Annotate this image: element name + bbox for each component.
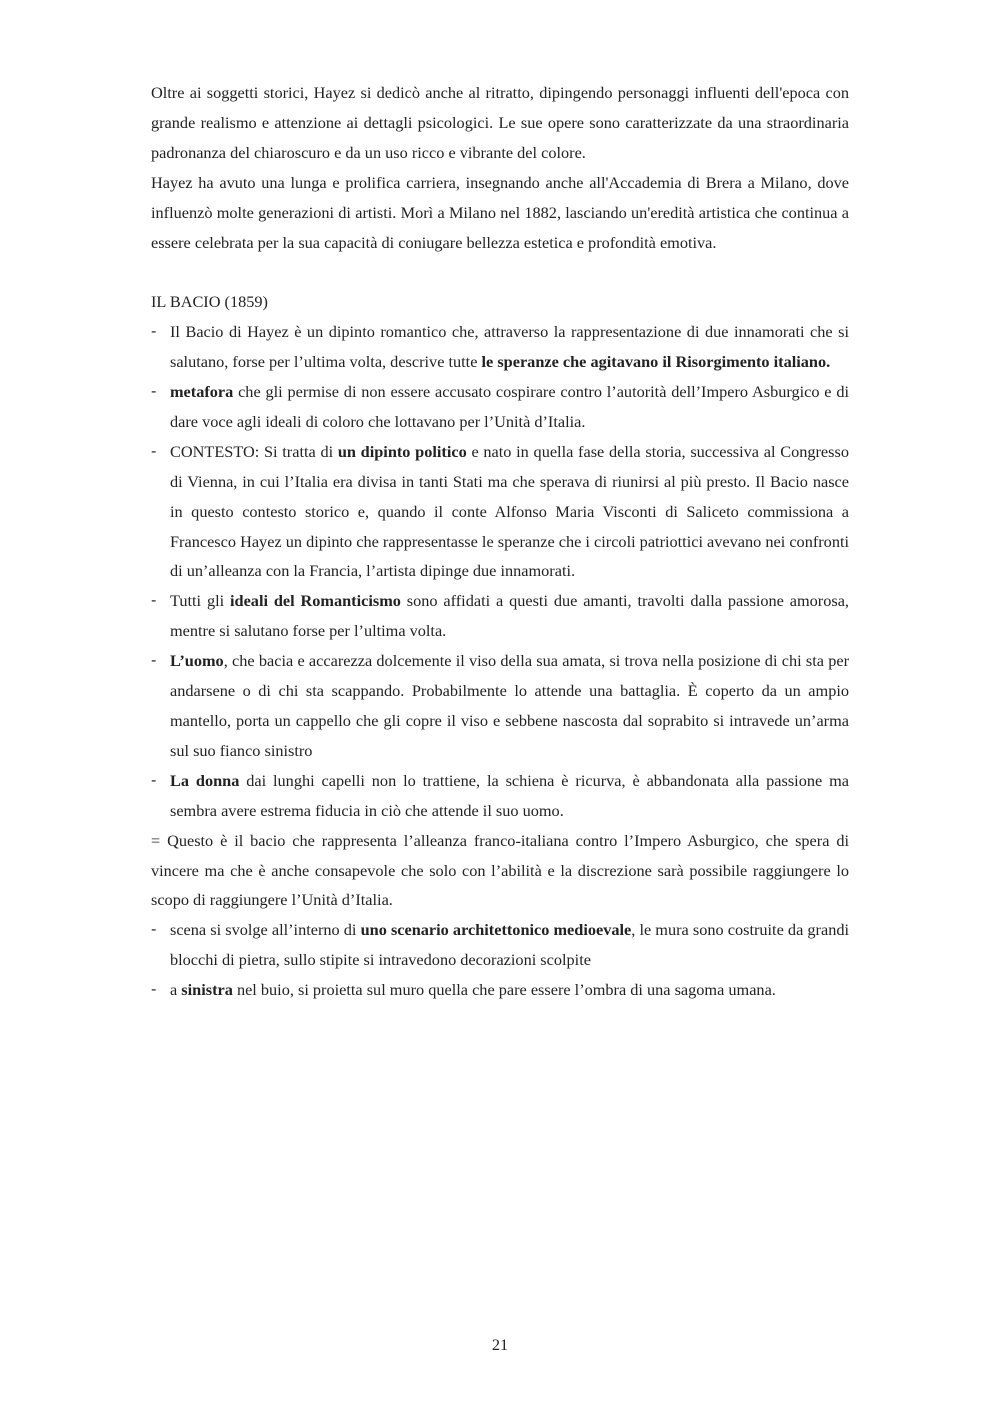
bullet-dash: -: [151, 651, 157, 670]
bullet-bold-text: L’uomo: [170, 651, 224, 671]
bullet-item-metafora: [151, 377, 849, 437]
bullet-text: che gli permise di non essere accusato cospirare contro l’autorità dell’Impero Asburgico e di dare voce agli ideali di coloro che lottavano per l’Unità d’Italia.: [170, 382, 849, 431]
bullet-dash: -: [151, 980, 157, 999]
intro-paragraph-1: Oltre ai soggetti storici, Hayez si dedicò anche al ritratto, dipingendo personaggi influenti dell'epoca con grande realismo e attenzione ai dettagli psicologici. Le sue opere sono caratterizzate da una straordinaria padronanza del chiaroscuro e da un uso ricco e vibrante del colore.: [151, 83, 849, 162]
bullet-item-contesto: [151, 437, 849, 587]
bullet-text: , che bacia e accarezza dolcemente il viso della sua amata, si trova nella posizione di chi sta per andarsene o di chi sta scappando. Probabilmente lo attende una battaglia. È coperto da un ampio mantello, porta un cappello che gli copre il viso e sebbene nascosta dal soprabito si intravede un’arma sul suo fianco sinistro: [170, 651, 849, 760]
bullet-item-donna: [151, 766, 849, 826]
bullet-text: Tutti gli: [170, 591, 230, 611]
bullet-text: dai lunghi capelli non lo trattiene, la schiena è ricurva, è abbandonata alla passione ma sembra avere estrema fiducia in ciò che attende il suo uomo.: [170, 770, 849, 820]
bullet-dash: -: [151, 382, 157, 401]
bullet-dash: -: [151, 322, 157, 341]
page-content: [151, 78, 849, 1005]
bullet-bold-text: metafora: [170, 382, 234, 402]
bullet-dash: -: [151, 920, 157, 939]
bullet-text: , le mura sono costruite da grandi blocchi di pietra, sullo stipite si intravedono decorazioni scolpite: [170, 920, 849, 970]
bullet-text: Il Bacio di Hayez è un dipinto romantico che, attraverso la rappresentazione di due innamorati che si salutano, forse per l’ultima volta, descrive tutte: [170, 322, 849, 372]
bullet-dash: -: [151, 591, 157, 610]
summary-paragraph: = Questo è il bacio che rappresenta l’alleanza franco-italiana contro l’Impero Asburgico, che spera di vincere ma che è anche consapevole che solo con l’abilità e la discrezione sarà possibile raggiungere lo scopo di raggiungere l’Unità d’Italia.: [151, 830, 849, 910]
bullet-bold-text: un dipinto politico: [337, 441, 467, 461]
intro-paragraph-2: Hayez ha avuto una lunga e prolifica carriera, insegnando anche all'Accademia di Brera a Milano, dove influenzò molte generazioni di artisti. Morì a Milano nel 1882, lasciando un'eredità artistica che continua a essere celebrata per la sua capacità di coniugare bellezza estetica e profondità emotiva.: [151, 172, 849, 252]
bullet-bold-text: ideali del Romanticismo: [230, 591, 401, 611]
bullet-dash: -: [151, 441, 157, 460]
bullet-item-romanticismo: [151, 586, 849, 646]
bullet-bold-text: le speranze che agitavano il Risorgimento italiano.: [481, 352, 831, 372]
bullet-item-scenario: [151, 915, 849, 975]
bullet-text: scena si svolge all’interno di: [170, 920, 361, 940]
bullet-bold-text: uno scenario architettonico medioevale: [360, 920, 632, 940]
bullet-text: e nato in quella fase della storia, successiva al Congresso di Vienna, in cui l’Italia era divisa in tanti Stati ma che sperava di riunirsi al più presto. Il Bacio nasce in questo contesto storico e, quando il conte Alfonso Maria Visconti di Saliceto commissiona a Francesco Hayez un dipinto che rappresentasse le speranze che i circoli patriottici avevano nei confronti di un’alleanza con la Francia, l’artista dipinge due innamorati.: [170, 441, 850, 581]
bullet-text: CONTESTO: Si tratta di: [170, 441, 338, 461]
bullet-item-sinistra: [151, 975, 849, 1005]
bullet-item-uomo: [151, 646, 849, 766]
bullet-text: a: [170, 980, 182, 1000]
bullet-bold-text: sinistra: [181, 980, 233, 1000]
page-number: 21: [491, 1335, 509, 1354]
bullet-text: nel buio, si proietta sul muro quella che pare essere l’ombra di una sagoma umana.: [232, 980, 776, 1000]
bullet-item-bacio-description: [151, 317, 849, 377]
paragraph-gap: [151, 257, 849, 287]
bullet-dash: -: [151, 770, 157, 789]
section-heading: IL BACIO (1859): [151, 292, 268, 312]
bullet-bold-text: La donna: [170, 770, 240, 790]
bullet-text: sono affidati a questi due amanti, travolti dalla passione amorosa, mentre si salutano forse per l’ultima volta.: [170, 591, 849, 641]
